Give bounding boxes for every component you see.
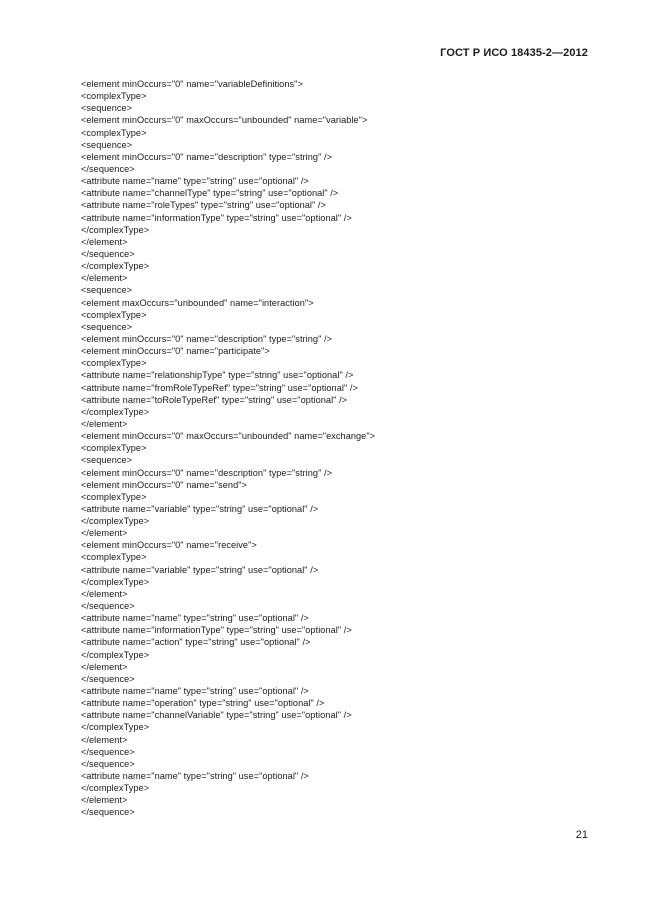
code-line: <attribute name="informationType" type="string" use="optional" /> xyxy=(81,625,352,636)
code-line: </sequence> xyxy=(81,746,135,757)
code-line: <complexType> xyxy=(81,552,147,563)
code-line: <attribute name="channelType" type="string" use="optional" /> xyxy=(81,188,339,199)
code-line: </complexType> xyxy=(81,261,150,272)
code-line: </sequence> xyxy=(81,807,135,818)
code-line: </element> xyxy=(81,661,128,672)
code-line: </sequence> xyxy=(81,758,135,769)
code-line: </element> xyxy=(81,734,128,745)
code-line: </element> xyxy=(81,528,128,539)
code-line: <attribute name="fromRoleTypeRef" type="string" use="optional" /> xyxy=(81,382,358,393)
code-line: <attribute name="name" type="string" use="optional" /> xyxy=(81,176,309,187)
code-line: </complexType> xyxy=(81,649,150,660)
code-line: </element> xyxy=(81,236,128,247)
code-line: <sequence> xyxy=(81,455,133,466)
code-line: <element minOccurs="0" name="description" type="string" /> xyxy=(81,467,332,478)
code-line: <element minOccurs="0" name="description" type="string" /> xyxy=(81,333,332,344)
code-line: </complexType> xyxy=(81,783,150,794)
code-line: <attribute name="variable" type="string" use="optional" /> xyxy=(81,503,319,514)
code-line: <attribute name="name" type="string" use="optional" /> xyxy=(81,771,309,782)
code-line: </element> xyxy=(81,795,128,806)
code-line: <element minOccurs="0" name="receive"> xyxy=(81,540,257,551)
code-line: <element minOccurs="0" maxOccurs="unbounded" name="variable"> xyxy=(81,115,368,126)
code-line: <element minOccurs="0" name="participate"> xyxy=(81,346,270,357)
code-line: <complexType> xyxy=(81,443,147,454)
code-line: </element> xyxy=(81,418,128,429)
code-line: </complexType> xyxy=(81,516,150,527)
xml-schema-code-block xyxy=(81,78,601,819)
code-line: </element> xyxy=(81,588,128,599)
code-line: <attribute name="name" type="string" use="optional" /> xyxy=(81,686,309,697)
code-line: <attribute name="variable" type="string" use="optional" /> xyxy=(81,564,319,575)
code-line: <attribute name="action" type="string" use="optional" /> xyxy=(81,637,311,648)
code-line: <attribute name="toRoleTypeRef" type="string" use="optional" /> xyxy=(81,394,348,405)
code-line: <attribute name="name" type="string" use="optional" /> xyxy=(81,613,309,624)
code-line: </complexType> xyxy=(81,722,150,733)
code-line: <attribute name="roleTypes" type="string" use="optional" /> xyxy=(81,200,326,211)
code-line: <complexType> xyxy=(81,127,147,138)
code-line: <sequence> xyxy=(81,103,133,114)
code-line: <complexType> xyxy=(81,491,147,502)
code-line: <sequence> xyxy=(81,285,133,296)
code-line: <complexType> xyxy=(81,309,147,320)
code-line: </sequence> xyxy=(81,673,135,684)
code-line: </sequence> xyxy=(81,163,135,174)
code-line: </complexType> xyxy=(81,406,150,417)
code-line: <attribute name="operation" type="string" use="optional" /> xyxy=(81,698,325,709)
code-line: <sequence> xyxy=(81,139,133,150)
code-line: </sequence> xyxy=(81,601,135,612)
code-line: <complexType> xyxy=(81,358,147,369)
code-line: <attribute name="channelVariable" type="string" use="optional" /> xyxy=(81,710,352,721)
code-line: <element minOccurs="0" name="description" type="string" /> xyxy=(81,151,332,162)
code-line: <element minOccurs="0" name="send"> xyxy=(81,479,247,490)
standard-header: ГОСТ Р ИСО 18435-2—2012 xyxy=(440,47,588,59)
code-line: <element maxOccurs="unbounded" name="interaction"> xyxy=(81,297,314,308)
code-line: </complexType> xyxy=(81,224,150,235)
code-line: <attribute name="informationType" type="string" use="optional" /> xyxy=(81,212,352,223)
code-line: <attribute name="relationshipType" type="string" use="optional" /> xyxy=(81,370,354,381)
code-line: <sequence> xyxy=(81,321,133,332)
code-line: <element minOccurs="0" name="variableDefinitions"> xyxy=(81,79,303,89)
code-line: <complexType> xyxy=(81,91,147,102)
code-line: <element minOccurs="0" maxOccurs="unbounded" name="exchange"> xyxy=(81,431,376,442)
page-number: 21 xyxy=(575,829,588,841)
code-line: </element> xyxy=(81,273,128,284)
code-line: </sequence> xyxy=(81,248,135,259)
code-line: </complexType> xyxy=(81,576,150,587)
